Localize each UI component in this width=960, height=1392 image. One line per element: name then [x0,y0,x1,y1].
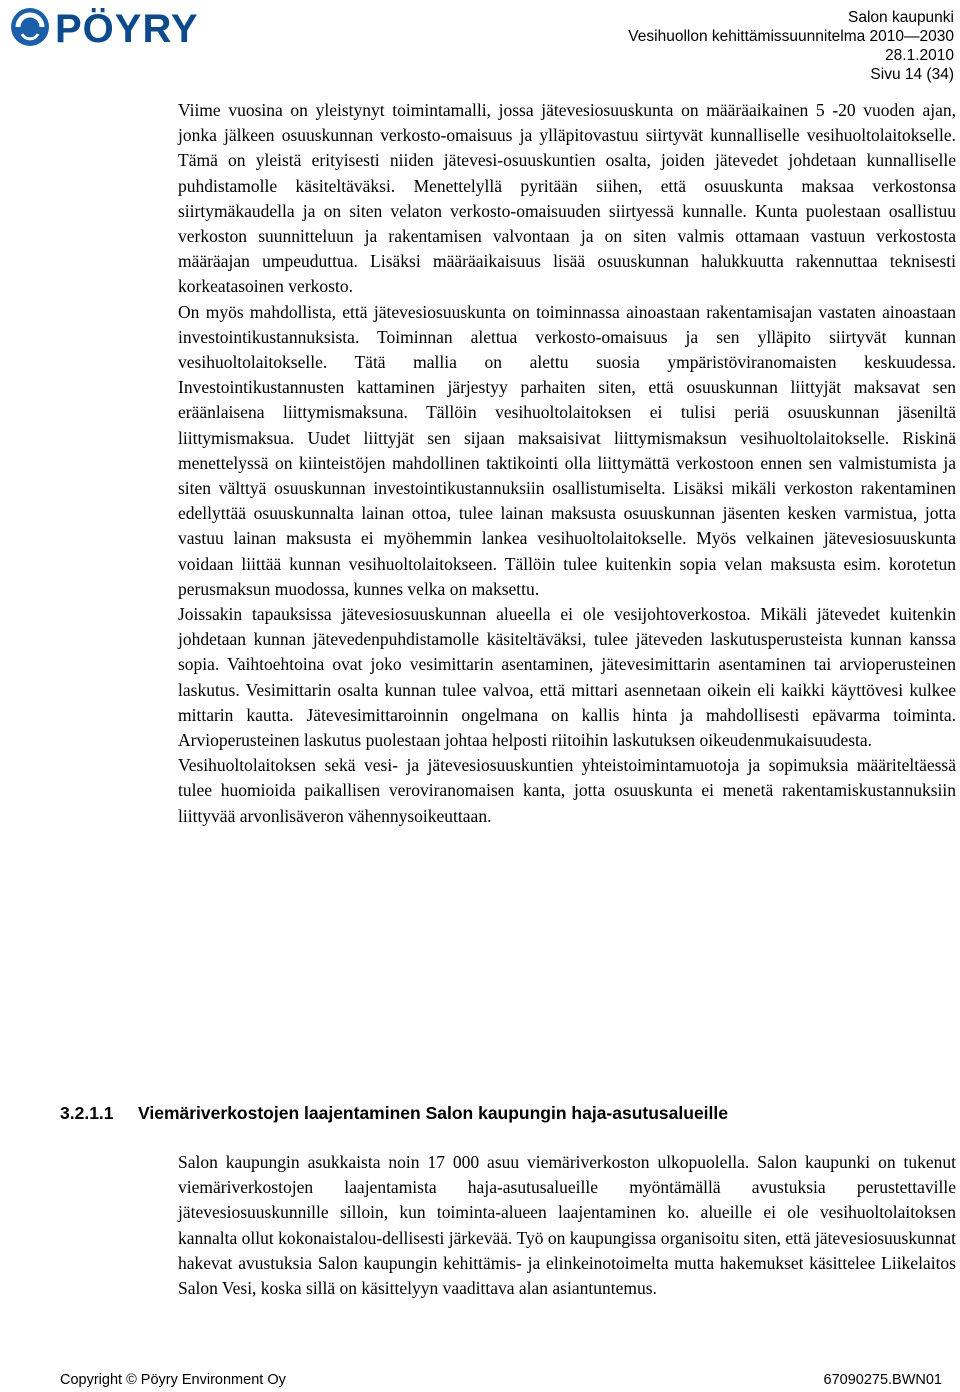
document-code: 67090275.BWN01 [823,1372,942,1388]
page-number: Sivu 14 (34) [870,66,954,83]
page-footer [60,1372,942,1388]
section-number: 3.2.1.1 [60,1103,114,1123]
poyry-logo-mark [8,4,248,50]
paragraph-3: Joissakin tapauksissa jätevesiosuuskunnan alueella ei ole vesijohtoverkostoa. Mikäli jätevedet kuitenkin johdetaan kunnan jätevedenpuhdistamolle käsiteltäväksi, tulee jäteveden laskutusperusteista kunnan kanssa sopia. Vaihtoehtoina ovat joko vesimittarin asentaminen, jätevesimittarin asentaminen tai arvioperusteinen laskutus. Vesimittarin osalta kunnan tulee valvoa, että mittari asennetaan oikein eli kaikki käyttövesi kulkee mittarin kautta. Jätevesimittaroinnin ongelmana on kallis hinta ja mahdollisesti epävarma toiminta. Arvioperusteinen laskutus puolestaan johtaa helposti riitoihin laskutuksen oikeudenmukaisuudesta. [178,604,956,751]
document-title: Vesihuollon kehittämissuunnitelma 2010—2030 [628,28,954,45]
header-info [628,8,954,84]
client-name: Salon kaupunki [848,9,954,26]
section-title: Viemäriverkostojen laajentaminen Salon kaupungin haja-asutusalueille [138,1103,729,1123]
paragraph-4: Vesihuoltolaitoksen sekä vesi- ja jätevesiosuuskuntien yhteistoimintamuotoja ja sopimuksia määriteltäessä tulee huomioida paikallisen veroviranomaisen kanta, jotta osuuskunta ei menetä rakentamiskustannuksiin liittyvää arvonlisäveron vähennysoikeuttaan. [178,755,956,826]
paragraph-2: On myös mahdollista, että jätevesiosuuskunta on toiminnassa ainoastaan rakentamisajan vastaten ainoastaan investointikustannuksista. Toiminnan alettua verkosto-omaisuus ja sen ylläpito siirtyvät kunnan vesihuoltolaitokselle. Tätä mallia on alettu suosia ympäristöviranomaisten keskuudessa. Investointikustannusten kattaminen järjestyy parhaiten siten, että osuuskunnan liittyjät maksavat sen eräänlaisena liittymismaksuna. Tällöin vesihuoltolaitoksen ei tulisi periä osuuskunnan jäseniltä liittymismaksua. Uudet liittyjät sen sijaan maksaisivat liittymismaksun vesihuoltolaitokselle. Riskinä menettelyssä on kiinteistöjen mahdollinen taktikointi olla liittymättä verkostoon ennen sen valmistumista ja siten välttyä osuuskunnan investointikustannuksiin osallistumiselta. Lisäksi mikäli verkoston rakentaminen edellyttää osuuskunnalta lainan ottoa, tulee lainan maksusta osuuskunnan jäsenten kesken varmistua, jotta vastuu lainan maksusta ei myöhemmin lankea vesihuoltolaitokselle. Myös velkainen jätevesiosuuskunta voidaan liittää kunnan vesihuoltolaitokseen. Tällöin tulee kuitenkin sopia velan maksusta esim. korotetun perusmaksun muodossa, kunnes velka on maksettu. [178,301,956,599]
body-text [178,98,956,829]
poyry-logo [8,4,248,50]
paragraph-1: Viime vuosina on yleistynyt toimintamalli, jossa jätevesiosuuskunta on määräaikainen 5 -20 vuoden ajan, jonka jälkeen osuuskunnan verkosto-omaisuus ja ylläpitovastuu siirtyvät kunnalliselle vesihuoltolaitokselle. Tämä on yleistä erityisesti niiden jätevesi-osuuskuntien osalta, joiden jätevedet johdetaan kunnalliselle puhdistamolle käsiteltäväksi. Menettelyllä pyritään siihen, että osuuskunta maksaa verkostonsa siirtymäkaudella ja on siten velaton verkosto-omaisuuden siirtyessä kunnalle. Kunta puolestaan osallistuu verkoston suunnitteluun ja rakentamisen valvontaan ja on siten valmis ottamaan vastuun verkostosta määräajan umpeuduttua. Lisäksi määräaikaisuus lisää osuuskunnan halukkuutta rakennuttaa teknisesti korkeatasoinen verkosto. [178,100,956,297]
section-paragraph: Salon kaupungin asukkaista noin 17 000 asuu viemäriverkoston ulkopuolella. Salon kaupunki on tukenut viemäriverkostojen laajentamista haja-asutusalueille myöntämällä avustuksia perustettaville jätevesiosuuskunnille silloin, kun toiminta-alueen laajentaminen ko. alueille ei ole vesihuoltolaitoksen kannalta ollut kokonaistalou-dellisesti järkevää. Työ on kaupungissa organisoitu siten, että jätevesiosuuskunnat hakevat avustuksia Salon kaupungin kehittämis- ja elinkeinotoimelta mutta hakemukset käsittelee Liikelaitos Salon Vesi, koska sillä on käsittelyyn vaadittava alan asiantuntemus. [178,1152,956,1299]
section-heading [60,1103,960,1124]
document-date: 28.1.2010 [885,47,954,64]
section-body [178,1150,956,1301]
copyright: Copyright © Pöyry Environment Oy [60,1372,286,1388]
svg-text:PÖYRY: PÖYRY [55,7,199,50]
